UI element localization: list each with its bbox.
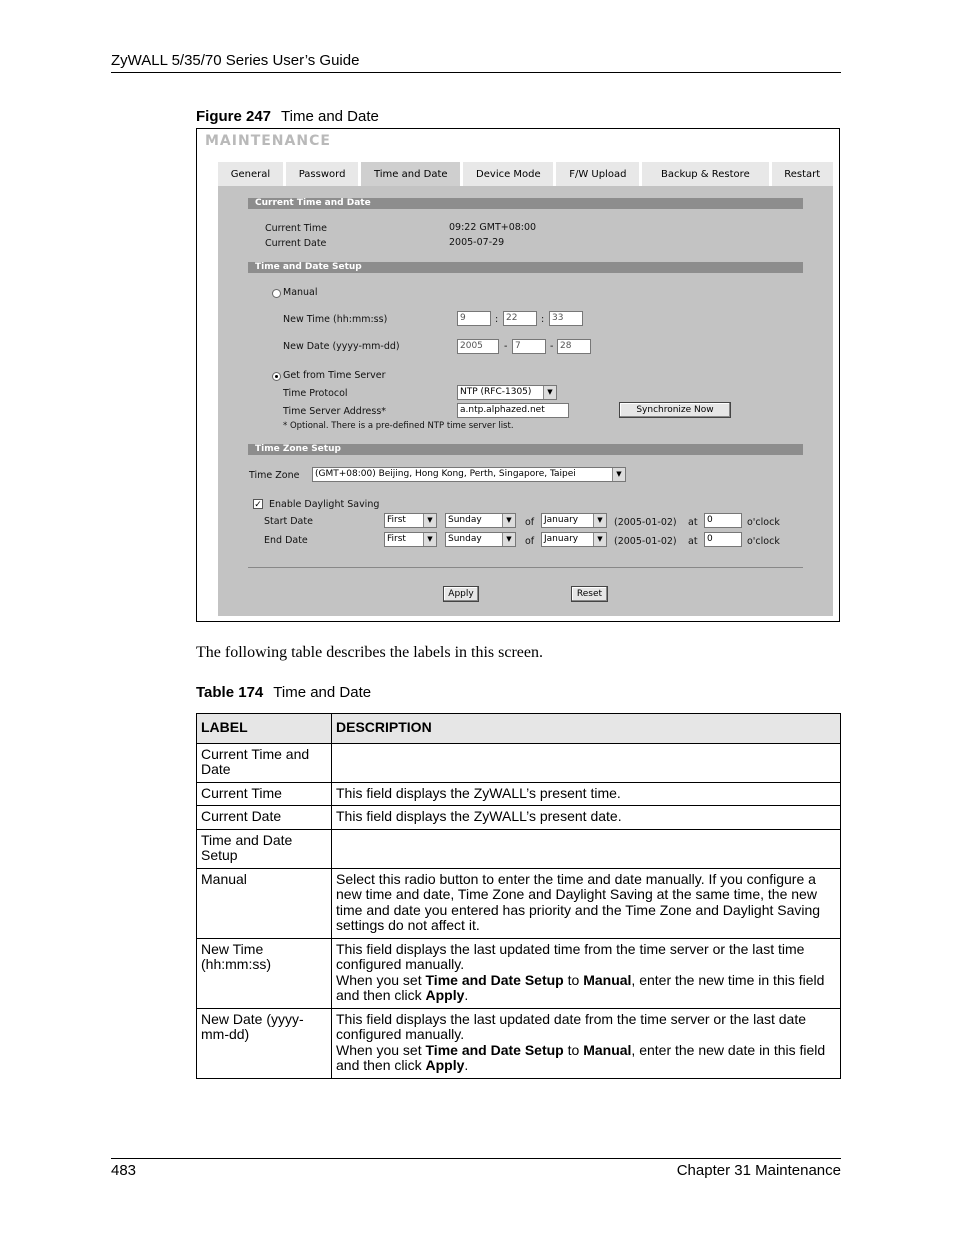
end-day-value: Sunday bbox=[448, 534, 482, 544]
description-emphasis: Apply bbox=[425, 1057, 465, 1073]
table-row bbox=[197, 782, 841, 806]
settings-panel bbox=[218, 186, 833, 616]
end-month-select[interactable] bbox=[541, 532, 607, 547]
description-text: to bbox=[563, 971, 584, 988]
description-text: , enter the new date in this field and then click bbox=[336, 1041, 826, 1073]
tab-password[interactable]: Password bbox=[286, 162, 358, 186]
table-label: Table 174 bbox=[196, 684, 264, 701]
time-server-note: * Optional. There is a pre-defined NTP time server list. bbox=[283, 421, 514, 431]
maintenance-title: MAINTENANCE bbox=[205, 133, 331, 149]
footer-divider bbox=[111, 1158, 841, 1159]
end-of-label: of bbox=[525, 536, 535, 547]
end-at-label: at bbox=[688, 536, 698, 547]
description-text: When you set bbox=[336, 1041, 426, 1058]
start-hour-input[interactable]: 0 bbox=[704, 513, 742, 528]
description-text: This field displays the last updated time from the time server or the last time configured manually. bbox=[336, 940, 805, 972]
start-oclock-label: o'clock bbox=[747, 517, 780, 528]
reset-button[interactable]: Reset bbox=[571, 586, 608, 602]
row-description bbox=[332, 868, 841, 938]
time-zone-value: (GMT+08:00) Beijing, Hong Kong, Perth, Singapore, Taipei bbox=[315, 469, 576, 479]
description-emphasis: Time and Date Setup bbox=[425, 971, 564, 988]
end-oclock-label: o'clock bbox=[747, 536, 780, 547]
figure-title: Time and Date bbox=[281, 108, 379, 125]
end-month-value: January bbox=[544, 534, 579, 544]
row-label: Manual bbox=[197, 868, 332, 938]
description-text: When you set bbox=[336, 971, 426, 988]
tab-fw-upload[interactable]: F/W Upload bbox=[556, 162, 639, 186]
start-month-select[interactable] bbox=[541, 513, 607, 528]
table-row bbox=[197, 829, 841, 868]
new-time-minute-input[interactable]: 22 bbox=[503, 311, 537, 326]
manual-label: Manual bbox=[283, 287, 318, 298]
new-time-hour-input[interactable]: 9 bbox=[457, 311, 491, 326]
start-month-value: January bbox=[544, 515, 579, 525]
tab-backup-restore[interactable]: Backup & Restore bbox=[642, 162, 768, 186]
date-separator: - bbox=[550, 341, 554, 352]
time-protocol-select[interactable] bbox=[457, 385, 557, 400]
row-label: Current Date bbox=[197, 806, 332, 830]
table-title: Time and Date bbox=[273, 684, 372, 701]
table-body bbox=[197, 743, 841, 1078]
row-label: Time and Date Setup bbox=[197, 829, 332, 868]
row-description bbox=[332, 938, 841, 1008]
time-date-setup-header: Time and Date Setup bbox=[248, 262, 803, 273]
row-description bbox=[332, 1008, 841, 1078]
row-description bbox=[332, 782, 841, 806]
row-description bbox=[332, 743, 841, 782]
start-week-select[interactable] bbox=[384, 513, 437, 528]
chapter-title: Chapter 31 Maintenance bbox=[676, 1162, 841, 1179]
figure-label: Figure 247 bbox=[196, 108, 272, 125]
description-text: to bbox=[563, 1041, 584, 1058]
figure-caption bbox=[196, 108, 379, 125]
current-date-value: 2005-07-29 bbox=[449, 237, 505, 248]
chevron-down-icon: ▼ bbox=[423, 533, 436, 546]
description-emphasis: Manual bbox=[583, 1041, 632, 1058]
maintenance-tabs bbox=[218, 162, 833, 186]
tab-time-and-date[interactable]: Time and Date bbox=[361, 162, 460, 186]
chevron-down-icon: ▼ bbox=[543, 386, 556, 399]
table-row bbox=[197, 938, 841, 1008]
time-separator: : bbox=[495, 314, 499, 325]
start-date-label: Start Date bbox=[264, 516, 313, 527]
end-date-label: End Date bbox=[264, 535, 308, 546]
description-text: Select this radio button to enter the time and date manually. If you configure a new time and date, Time Zone and Daylight Saving at the same time, the new time and date you entered has priority and the Time Zone and Daylight Saving settings do not affect it. bbox=[336, 870, 821, 933]
new-date-day-input[interactable]: 28 bbox=[557, 339, 591, 354]
chevron-down-icon: ▼ bbox=[593, 514, 606, 527]
chevron-down-icon: ▼ bbox=[502, 514, 515, 527]
time-server-address-label: Time Server Address* bbox=[283, 406, 387, 417]
table-header-row bbox=[197, 714, 841, 744]
synchronize-now-button[interactable]: Synchronize Now bbox=[619, 402, 731, 418]
description-text: This field displays the ZyWALL’s present time. bbox=[336, 784, 621, 801]
description-text: , enter the new time in this field and then click bbox=[336, 971, 825, 1003]
table-row bbox=[197, 743, 841, 782]
description-emphasis: Time and Date Setup bbox=[425, 1041, 564, 1058]
chevron-down-icon: ▼ bbox=[423, 514, 436, 527]
tab-restart[interactable]: Restart bbox=[772, 162, 833, 186]
apply-button[interactable]: Apply bbox=[443, 586, 479, 602]
description-emphasis: Manual bbox=[583, 971, 632, 988]
time-zone-setup-header: Time Zone Setup bbox=[248, 444, 803, 455]
description-text: This field displays the last updated date from the time server or the last date configured manually. bbox=[336, 1010, 807, 1042]
description-emphasis: Apply bbox=[425, 987, 465, 1003]
row-label: New Date (yyyy-mm-dd) bbox=[197, 1008, 332, 1078]
form-divider bbox=[248, 567, 803, 568]
start-of-label: of bbox=[525, 517, 535, 528]
chevron-down-icon: ▼ bbox=[593, 533, 606, 546]
row-description bbox=[332, 829, 841, 868]
start-day-value: Sunday bbox=[448, 515, 482, 525]
row-label: New Time (hh:mm:ss) bbox=[197, 938, 332, 1008]
time-protocol-value: NTP (RFC-1305) bbox=[460, 387, 532, 397]
start-week-value: First bbox=[387, 515, 406, 525]
new-date-year-input[interactable]: 2005 bbox=[457, 339, 499, 354]
date-separator: - bbox=[504, 341, 508, 352]
end-day-select[interactable] bbox=[445, 532, 516, 547]
start-at-label: at bbox=[688, 517, 698, 528]
body-paragraph: The following table describes the labels in this screen. bbox=[196, 644, 544, 661]
tab-general[interactable]: General bbox=[218, 162, 283, 186]
row-label: Current Time bbox=[197, 782, 332, 806]
time-zone-label: Time Zone bbox=[249, 470, 300, 481]
chevron-down-icon: ▼ bbox=[502, 533, 515, 546]
daylight-saving-label: Enable Daylight Saving bbox=[269, 499, 380, 510]
end-week-value: First bbox=[387, 534, 406, 544]
current-time-date-header: Current Time and Date bbox=[248, 198, 803, 209]
time-server-address-input[interactable]: a.ntp.alphazed.net bbox=[457, 403, 569, 418]
current-date-label: Current Date bbox=[265, 238, 327, 249]
new-date-month-input[interactable]: 7 bbox=[512, 339, 546, 354]
description-text: . bbox=[464, 987, 469, 1003]
manual-radio[interactable] bbox=[272, 289, 281, 298]
time-separator: : bbox=[541, 314, 545, 325]
page-number: 483 bbox=[111, 1162, 137, 1179]
time-server-label: Get from Time Server bbox=[283, 370, 386, 381]
table-row bbox=[197, 868, 841, 938]
row-description bbox=[332, 806, 841, 830]
current-time-value: 09:22 GMT+08:00 bbox=[449, 222, 537, 233]
current-time-label: Current Time bbox=[265, 223, 327, 234]
new-date-label: New Date (yyyy-mm-dd) bbox=[283, 341, 400, 352]
start-day-select[interactable] bbox=[445, 513, 516, 528]
daylight-saving-checkbox[interactable]: ✓ bbox=[254, 499, 262, 509]
end-hour-input[interactable]: 0 bbox=[704, 532, 742, 547]
time-protocol-label: Time Protocol bbox=[283, 388, 348, 399]
guide-title: ZyWALL 5/35/70 Series User’s Guide bbox=[111, 52, 360, 69]
header-description: DESCRIPTION bbox=[332, 714, 841, 744]
start-example-date: (2005-01-02) bbox=[614, 517, 677, 528]
description-text: . bbox=[464, 1057, 469, 1073]
row-label: Current Time and Date bbox=[197, 743, 332, 782]
header-divider bbox=[111, 72, 841, 73]
time-server-radio[interactable] bbox=[272, 372, 281, 381]
tab-device-mode[interactable]: Device Mode bbox=[463, 162, 553, 186]
chevron-down-icon: ▼ bbox=[612, 468, 625, 481]
new-time-label: New Time (hh:mm:ss) bbox=[283, 314, 388, 325]
new-time-second-input[interactable]: 33 bbox=[549, 311, 583, 326]
description-text: This field displays the ZyWALL’s present date. bbox=[336, 808, 622, 824]
time-zone-select[interactable] bbox=[312, 467, 626, 482]
end-week-select[interactable] bbox=[384, 532, 437, 547]
end-example-date: (2005-01-02) bbox=[614, 536, 677, 547]
description-table bbox=[196, 713, 841, 1079]
header-label: LABEL bbox=[197, 714, 332, 744]
table-row bbox=[197, 1008, 841, 1078]
table-row bbox=[197, 806, 841, 830]
table-caption bbox=[196, 684, 371, 701]
